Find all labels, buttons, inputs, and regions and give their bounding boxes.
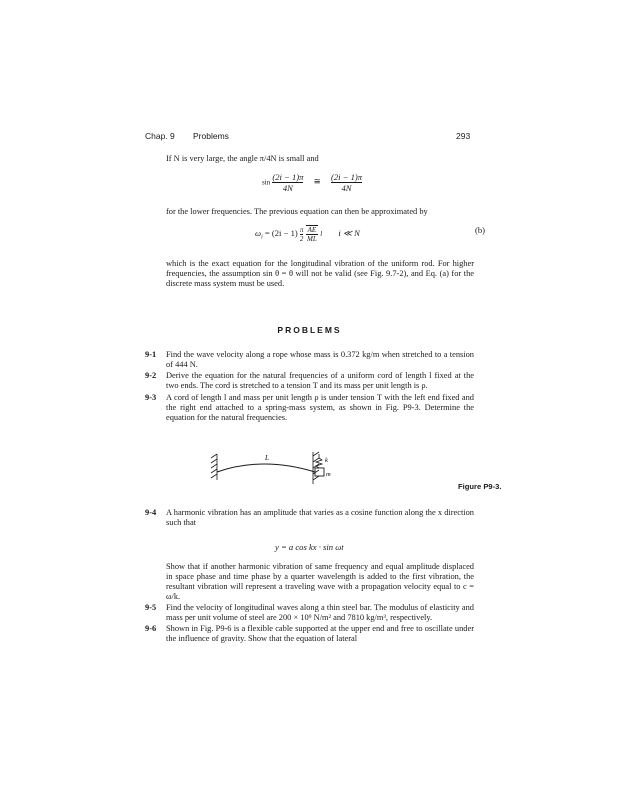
equation-small-angle: sin $\frac{(2i - 1)\pi}{4N}$ ≅ $\frac{(2i - 1)\pi}{4N}$ xyxy=(262,172,363,193)
spring-icon xyxy=(316,454,322,468)
problem-number: 9-3 xyxy=(145,393,157,402)
intro-paragraph: which is the exact equation for the longitudinal vibration of the uniform rod. For higher frequencies, the assumption sin θ = θ will not be valid (see Fig. 9.7-2), and Eq. (a) for the discrete mass system must be used. xyxy=(166,259,474,288)
figure-label-l: L xyxy=(265,454,269,462)
intro-line-2: for the lower frequencies. The previous equation can then be approximated by xyxy=(166,207,428,216)
problem-number: 9-5 xyxy=(145,603,157,612)
problem-number: 9-2 xyxy=(145,371,157,380)
page-number: 293 xyxy=(456,131,471,141)
problem-number: 9-1 xyxy=(145,350,157,359)
problem-text: Show that if another harmonic vibration of same frequency and equal amplitude displaced in space phase and time phase by a quarter wavelength is added to the first vibration, the resultant vibration will represent a traveling wave with a propagation velocity equal to c = ω/k. xyxy=(166,562,474,601)
problem-text: A cord of length l and mass per unit length ρ is under tension T with the left end fixed and the right end attached to a spring-mass system, as shown in Fig. P9-3. Determine the equation for the natural frequencies. xyxy=(166,393,474,422)
cord-curve xyxy=(217,464,315,472)
problems-heading: PROBLEMS xyxy=(277,325,342,335)
problem-text: Shown in Fig. P9-6 is a flexible cable supported at the upper end and free to oscillate under the influence of gravity. Show that the equation of lateral xyxy=(166,624,474,643)
chapter-label: Chap. 9 xyxy=(145,131,175,141)
problem-text: Find the wave velocity along a rope whose mass is 0.372 kg/m when stretched to a tension of 444 N. xyxy=(166,350,474,369)
figure-caption: Figure P9-3. xyxy=(458,482,502,491)
figure-p9-3 xyxy=(205,450,355,486)
problem-text: Derive the equation for the natural frequencies of a uniform cord of length l fixed at the two ends. The cord is stretched to a tension T and its mass per unit length is ρ. xyxy=(166,371,474,390)
left-wall-icon xyxy=(211,454,217,480)
equation-b: $\omega_i = (2i - 1)$ $\frac{\pi}{2}$ $\frac{AE}{ML}$ l i ≪ N (b) xyxy=(255,225,485,243)
problem-equation: y = a cos kx · sin ωt xyxy=(275,542,344,552)
problem-text: A harmonic vibration has an amplitude that varies as a cosine function along the x direction such that xyxy=(166,508,474,527)
figure-label-k: k xyxy=(325,457,328,464)
section-label: Problems xyxy=(193,131,229,141)
figure-label-m: m xyxy=(326,471,331,478)
problem-text: Find the velocity of longitudinal waves along a thin steel bar. The modulus of elasticity and mass per unit volume of steel are 200 × 10⁹ N/m² and 7810 kg/m³, respectively. xyxy=(166,603,474,622)
problem-number: 9-4 xyxy=(145,508,157,517)
problem-number: 9-6 xyxy=(145,624,157,633)
intro-line-1: If N is very large, the angle π/4N is small and xyxy=(166,154,319,163)
